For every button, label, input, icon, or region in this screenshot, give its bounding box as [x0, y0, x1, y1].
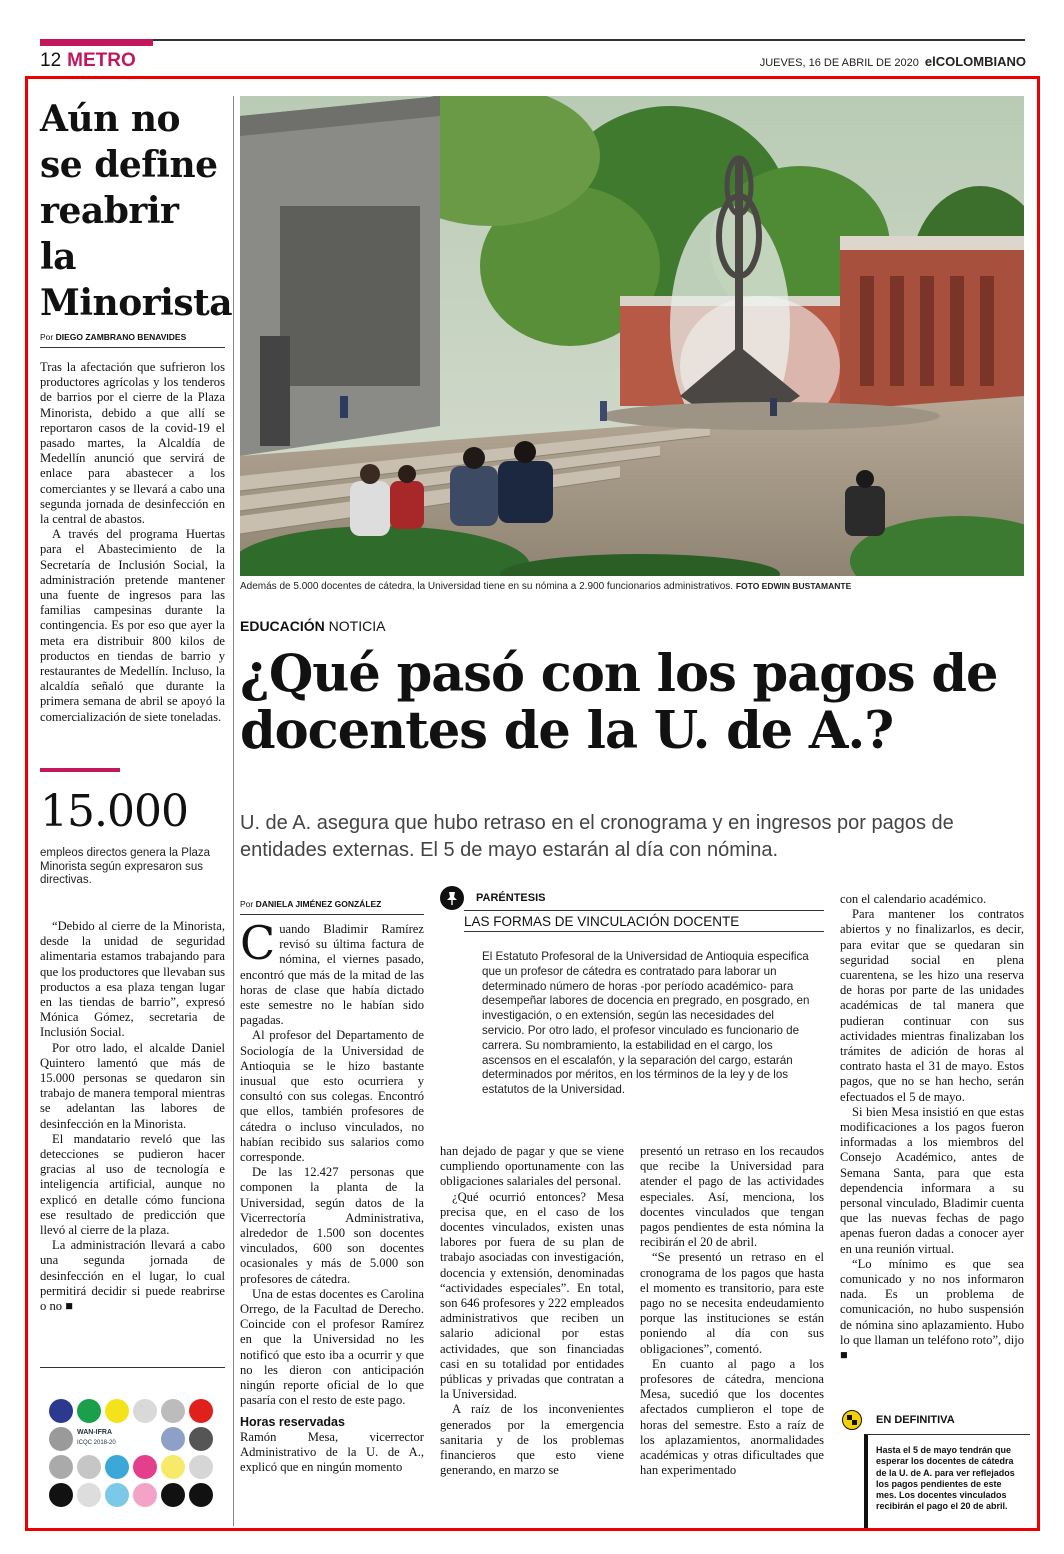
color-swatch	[189, 1483, 213, 1507]
kicker	[240, 618, 385, 634]
left-story-title: Aún no se define reabrir la Minorista	[40, 98, 233, 324]
paragraph: A raíz de los inconvenientes generados por la emergencia sanitaria y de los problemas financieros que esto viene generando, en marzo se	[440, 1402, 624, 1478]
color-swatch	[49, 1455, 73, 1479]
wan-ifra-label: WAN-IFRA	[77, 1429, 112, 1436]
color-swatch	[77, 1483, 101, 1507]
color-swatch	[161, 1483, 185, 1507]
stat-number: 15.000	[40, 786, 188, 837]
color-swatch	[49, 1483, 73, 1507]
caption-text: Además de 5.000 docentes de cátedra, la Universidad tiene en su nómina a 2.900 funcionarios administrativos.	[240, 581, 734, 592]
newspaper-brand: elCOLOMBIANO	[924, 54, 1026, 69]
color-swatch	[49, 1427, 73, 1451]
paragraph: “Lo mínimo es que sea comunicado y no nos informaron nada. Es un problema de comunicación, no hubo suspensión de nómina sino aplazamiento. Hubo lo que llaman un teléfono roto”, dijo ■	[840, 1256, 1024, 1363]
parentesis-label: PARÉNTESIS	[476, 892, 546, 904]
kicker-type: NOTICIA	[328, 618, 386, 634]
byline-rule	[40, 347, 225, 348]
paragraph: Para mantener los contratos abiertos y no finalizarlos, es decir, para evitar que se quedaran sin seguridad social en plena cuarentena, se les hizo una reserva de horas por parte de las unidades académicas de tal manera que pudieran continuar con sus actividades mientras finalizaban los trámites de adición de horas al contrato hasta el 31 de mayo. Estos pagos, que no se han hecho, serán efectuados el 5 de mayo.	[840, 907, 1024, 1104]
paragraph: ¿Qué ocurrió entonces? Mesa precisa que, en el caso de los docentes vinculados, existen unas labores por fuera de su plan de trabajo asociadas con investigación, docencia y extensión, denominadas “actividades especiales”. En total, son 646 profesores y 222 empleados administrativos que reciben un salario adicional por estas actividades, que son financiadas casi en su totalidad por entidades públicas y privadas que contratan a la Universidad.	[440, 1189, 624, 1402]
color-swatch	[49, 1399, 73, 1423]
paragraph: presentó un retraso en los recaudos que recibe la Universidad para atender el pago de las actividades especiales. Así, menciona, los docentes vinculados que tengan pagos pendientes de esta nómina la recibirán el 20 de abril.	[640, 1144, 824, 1250]
column-divider	[233, 96, 234, 1526]
article-column-3	[640, 1144, 824, 1478]
checker-icon	[842, 1410, 862, 1430]
print-color-bar	[47, 1395, 217, 1515]
paragraph: Una de estas docentes es Carolina Orrego, de la Facultad de Derecho. Coincide con el profesor Ramírez en que la Universidad no les notificó que esto iba a ocurrir y que no les dieron con anticipación ningún reporte oficial de lo que pasaría con el resto de este pago.	[240, 1286, 424, 1408]
color-swatch	[105, 1455, 129, 1479]
section-name: METRO	[67, 50, 136, 71]
left-story-body-2	[40, 919, 225, 1314]
paragraph: Al profesor del Departamento de Sociología de la Universidad de Antioquia se le hizo bastante inusual que esto ocurriera y consultó con sus colegas. Encontró que ellos, también profesores de cátedra o incluso vinculados, no habían recibido sus salarios como corresponde.	[240, 1028, 424, 1165]
main-headline: ¿Qué pasó con los pagos de docentes de la U. de A.?	[240, 644, 998, 761]
paragraph: con el calendario académico.	[840, 892, 987, 906]
paragraph: Ramón Mesa, vicerrector Administrativo de la U. de A., explicó que en ningún momento	[240, 1429, 424, 1475]
article-column-1	[240, 916, 424, 1475]
color-swatch	[161, 1427, 185, 1451]
divider	[40, 1367, 225, 1368]
drop-cap: C	[240, 916, 276, 970]
en-definitiva-label: EN DEFINITIVA	[876, 1414, 955, 1426]
paragraph: La administración llevará a cabo una segunda jornada de desinfección en el lugar, lo cual permitirá decidir si puede reabrirse o no ■	[40, 1238, 225, 1314]
campus-fountain-illustration	[240, 96, 1024, 576]
photo-credit: FOTO EDWIN BUSTAMANTE	[735, 581, 852, 591]
paragraph: han dejado de pagar y que se viene cumpliendo oportunamente con las obligaciones salariales del personal.	[440, 1144, 624, 1189]
color-swatch	[133, 1399, 157, 1423]
lead-text: uando Bladimir Ramírez revisó su última factura de nómina, el viernes pasado, encontró que más de la mitad de las horas de clase que había dictado este semestre no le habían sido pagadas.	[240, 922, 424, 1028]
paragraph: “Debido al cierre de la Minorista, desde la unidad de seguridad alimentaria estamos trabajando para que los productores que llevaban sus productos a esa plaza tengan lugar en las tiendas de barrio”, expresó Mónica Gómez, secretaria de Inclusión Social.	[40, 919, 226, 1040]
article-column-4	[840, 892, 1024, 1363]
byline-prefix: Por	[40, 332, 54, 342]
paragraph: “Se presentó un retraso en el cronograma de los pagos que hasta el momento es transitorio, para este pago no se necesita endeudamiento porque las instituciones se están poniendo al día con sus obligaciones”, comentó.	[640, 1250, 824, 1356]
color-swatch	[161, 1399, 185, 1423]
kicker-section: EDUCACIÓN	[240, 618, 325, 634]
header-rule	[40, 39, 1025, 41]
left-story	[40, 96, 233, 725]
color-swatch	[77, 1455, 101, 1479]
page-header-left	[40, 50, 136, 72]
byline-author: DIEGO ZAMBRANO BENAVIDES	[55, 332, 187, 342]
color-swatch	[77, 1399, 101, 1423]
wan-ifra-sub: ICQC 2018-20	[77, 1440, 116, 1446]
parentesis-title: LAS FORMAS DE VINCULACIÓN DOCENTE	[464, 910, 824, 932]
left-story-byline	[40, 332, 225, 342]
main-byline	[240, 893, 424, 915]
paragraph: Tras la afectación que sufrieron los productores agrícolas y los tenderos de barrios por el cierre de la Plaza Minorista, debido a que allí se reportaron casos de la covid-19 el pasado martes, la Alcaldía de Medellín anunció que servirá de enlace para abastecer a los comerciantes y se llevará a cabo una segunda jornada de desinfección en la central de abastos.	[40, 360, 225, 527]
parentesis-box	[440, 886, 824, 1126]
byline-prefix: Por	[240, 899, 254, 909]
paragraph: De las 12.427 personas que componen la planta de la Universidad, según datos de la Vicerrectoría Administrativa, alrededor de 1.500 son docentes vinculados, 600 son docentes ocasionales y más de 5.000 son profesores de cátedra.	[240, 1165, 424, 1286]
paragraph: En cuanto al pago a los profesores de cátedra, menciona Mesa, sucedió que los docentes afectados cumplieron el tope de horas del semestre. Esto a raíz de los aplazamientos, anormalidades académicas y otras dificultades que han experimentado	[640, 1356, 824, 1478]
section-accent-bar	[40, 39, 153, 46]
byline-rule	[240, 914, 424, 915]
lead-paragraph	[240, 916, 424, 1028]
page-number: 12	[40, 50, 62, 71]
color-swatch	[105, 1483, 129, 1507]
article-subheading: Horas reservadas	[240, 1414, 345, 1429]
main-subhead: U. de A. asegura que hubo retraso en el cronograma y en ingresos por pagos de entidades externas. El 5 de mayo estarán al día con nómina.	[240, 812, 954, 861]
stat-description: empleos directos genera la Plaza Minorista según expresaron sus directivas.	[40, 847, 211, 886]
page-header-right	[760, 54, 1026, 69]
campus-photo	[240, 96, 1024, 576]
en-definitiva-text: Hasta el 5 de mayo tendrán que esperar los docentes de cátedra de la U. de A. para ver reflejados los pagos pendientes de este mes. Los docentes vinculados recibirán el pago el 20 de abril.	[864, 1434, 1030, 1528]
color-swatch	[189, 1455, 213, 1479]
article-column-2	[440, 1144, 624, 1478]
photo-caption	[240, 581, 1030, 592]
issue-date: JUEVES, 16 DE ABRIL DE 2020	[759, 57, 919, 69]
color-swatch	[133, 1483, 157, 1507]
parentesis-text: El Estatuto Profesoral de la Universidad de Antioquia especifica que un profesor de cátedra es contratado para laborar un determinado número de horas -por período académico- para desempeñar labores de docencia en pregrado, en posgrado, en investigación, o en extensión, según las necesidades del servicio. Por otro lado, el profesor vinculado es funcionario de carrera. Su nombramiento, la estabilidad en el cargo, los ascensos en el escalafón, y la separación del cargo, estarán determinados por méritos, en los términos de la ley y de los estatutos de la Universidad.	[482, 950, 810, 1097]
paragraph: El mandatario reveló que las detecciones se pudieron hacer gracias al uso de tecnología e inteligencia artificial, aunque no explicó en detalle cómo funciona ese resultado de predicción que llevó al cierre de la plaza.	[40, 1131, 225, 1238]
byline-author: DANIELA JIMÉNEZ GONZÁLEZ	[255, 899, 382, 909]
color-swatch	[189, 1399, 213, 1423]
color-swatch	[189, 1427, 213, 1451]
paragraph: A través del programa Huertas para el Abastecimiento de la Secretaría de Inclusión Social, la administración pretende mantener una fuente de ingresos para las familias campesinas durante la contingencia. Es por eso que ayer la meta era distribuir 800 kilos de productos en tiendas de barrio y restaurantes de Medellín. Incluso, la alcaldía señaló que durante la primera semana de abril se apoyó la comercialización de siete toneladas.	[40, 527, 225, 724]
left-story-body	[40, 360, 225, 725]
color-swatch	[161, 1455, 185, 1479]
pushpin-icon	[440, 886, 464, 910]
wan-ifra-logo	[77, 1428, 155, 1450]
paragraph: Si bien Mesa insistió en que estas modificaciones a los pagos fueron informadas a los miembros del Consejo Académico, antes de Semana Santa, para que esta dependencia informara a su personal vinculado, Bladimir cuenta que las nuevas fechas de pago apenas fueron dadas a conocer ayer en una reunión virtual.	[840, 1104, 1024, 1256]
stat-accent-bar	[40, 768, 120, 772]
paragraph: Por otro lado, el alcalde Daniel Quintero lamentó que más de 15.000 personas se quedaron sin trabajo de manera temporal mientras se adelantan las labores de desinfección en la Minorista.	[40, 1040, 225, 1131]
color-swatch	[133, 1455, 157, 1479]
color-swatch	[105, 1399, 129, 1423]
